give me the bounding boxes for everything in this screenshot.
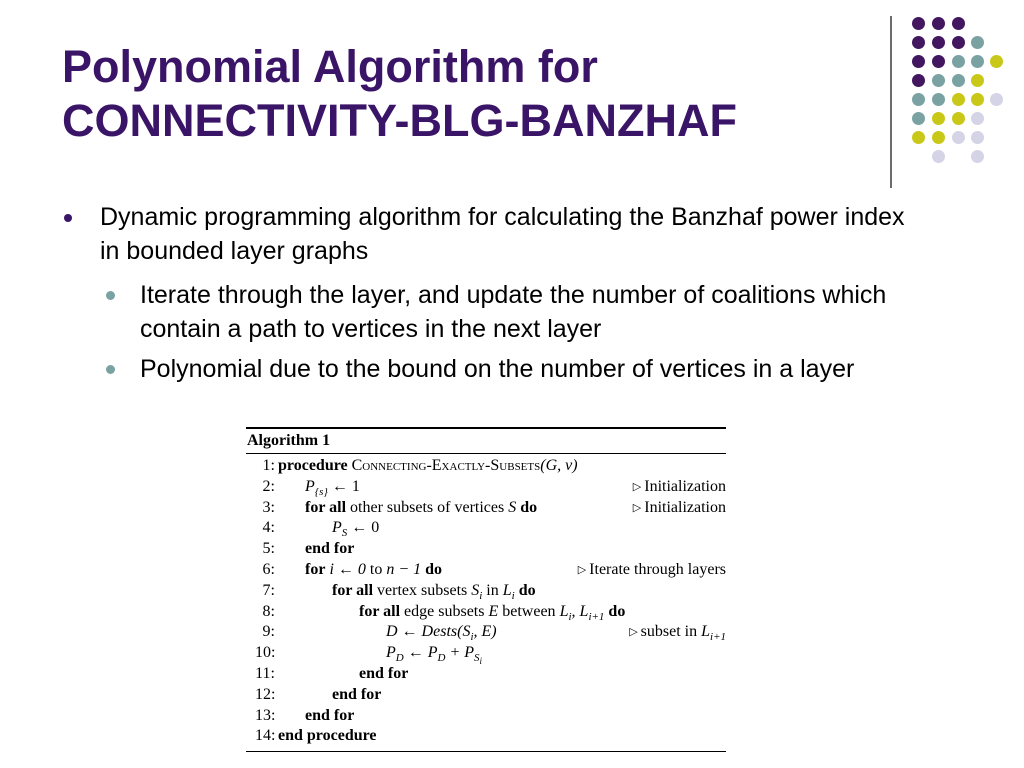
algorithm-line: 1: procedure Connecting-Exactly-Subsets(G, v) — [262, 457, 578, 474]
algorithm-line: 10: $P_D$ ← $P_D + P_{S_i}$ — [255, 644, 483, 667]
algorithm-line: 14: end procedure — [255, 727, 377, 745]
decorative-dot-icon — [952, 55, 965, 68]
decorative-dot-icon — [952, 112, 965, 125]
decorative-dot-icon — [932, 93, 945, 106]
decorative-dot-icon — [952, 36, 965, 49]
decorative-dot-icon — [952, 17, 965, 30]
decorative-dot-icon — [971, 93, 984, 106]
decorative-dot-icon — [912, 55, 925, 68]
comment-triangle-icon: ▷ — [629, 626, 638, 639]
algorithm-line: 11: end for — [255, 664, 409, 682]
algorithm-line: 5: end for — [262, 540, 355, 558]
decorative-dot-icon — [971, 36, 984, 49]
algorithm-lines — [246, 454, 726, 747]
decorative-dot-icon — [971, 131, 984, 144]
sub-bullet-marker-icon — [106, 365, 115, 374]
algorithm-box — [246, 427, 726, 752]
sub-bullet-text: Polynomial due to the bound on the number of vertices in a layer — [140, 355, 855, 383]
slide-title-line-2: CONNECTIVITY-BLG-BANZHAF — [62, 95, 737, 146]
sub-bullet-marker-icon — [106, 291, 115, 300]
sub-bullet-item-2 — [140, 352, 960, 386]
decorative-dot-icon — [932, 55, 945, 68]
bullet-item-1 — [100, 200, 920, 268]
sub-bullet-text: Iterate through the layer, and update the number of coalitions which contain a path to vertices in the next layer — [140, 281, 887, 343]
bullet-marker-icon — [64, 214, 72, 222]
decorative-dot-icon — [971, 55, 984, 68]
algorithm-line: 3: for all other subsets of vertices S do ▷ Initialization — [262, 498, 726, 516]
algorithm-line: 6: for i ← 0 to n − 1 do ▷ Iterate through layers — [262, 560, 726, 578]
algorithm-line: 13: end for — [255, 706, 355, 724]
decorative-dot-icon — [971, 74, 984, 87]
decorative-divider — [890, 16, 892, 188]
decorative-dot-icon — [952, 131, 965, 144]
decorative-dot-icon — [912, 112, 925, 125]
decorative-dot-icon — [932, 74, 945, 87]
sub-bullet-item-1 — [140, 278, 960, 346]
algorithm-line: 2: $P_{\{s\}}$ ← 1 ▷ Initialization — [262, 477, 726, 498]
algorithm-line: 7: for all vertex subsets $S_i$ in $L_i$ do — [262, 581, 536, 602]
comment-triangle-icon: ▷ — [632, 501, 642, 514]
decorative-dot-icon — [952, 74, 965, 87]
decorative-dot-icon — [912, 74, 925, 87]
algorithm-header: Algorithm 1 — [247, 432, 331, 449]
decorative-dot-icon — [912, 131, 925, 144]
decorative-dot-icon — [971, 150, 984, 163]
decorative-dot-icon — [932, 112, 945, 125]
decorative-dot-icon — [932, 131, 945, 144]
decorative-dot-icon — [912, 36, 925, 49]
slide-title — [62, 40, 862, 148]
comment-triangle-icon: ▷ — [632, 480, 642, 493]
algorithm-line: 9: D ← $Dests(S_i$, E) ▷ subset in $L_{i+1}$ — [262, 623, 726, 644]
decorative-dot-icon — [932, 150, 945, 163]
decorative-dot-icon — [932, 36, 945, 49]
algorithm-line: 12: end for — [255, 685, 382, 703]
comment-triangle-icon: ▷ — [577, 563, 587, 576]
slide-title-line-1: Polynomial Algorithm for — [62, 41, 598, 92]
decorative-dot-icon — [990, 55, 1003, 68]
decorative-dot-icon — [912, 17, 925, 30]
bullet-text: Dynamic programming algorithm for calculating the Banzhaf power index in bounded layer graphs — [100, 203, 905, 265]
decorative-dot-icon — [932, 17, 945, 30]
decorative-dot-icon — [971, 112, 984, 125]
decorative-dot-icon — [912, 93, 925, 106]
decorative-dot-icon — [952, 93, 965, 106]
algorithm-line: 8: for all edge subsets E between $L_i$, $L_{i+1}$ do — [262, 602, 626, 623]
algorithm-line: 4: $P_S$ ← 0 — [262, 519, 380, 540]
decorative-dot-icon — [990, 93, 1003, 106]
